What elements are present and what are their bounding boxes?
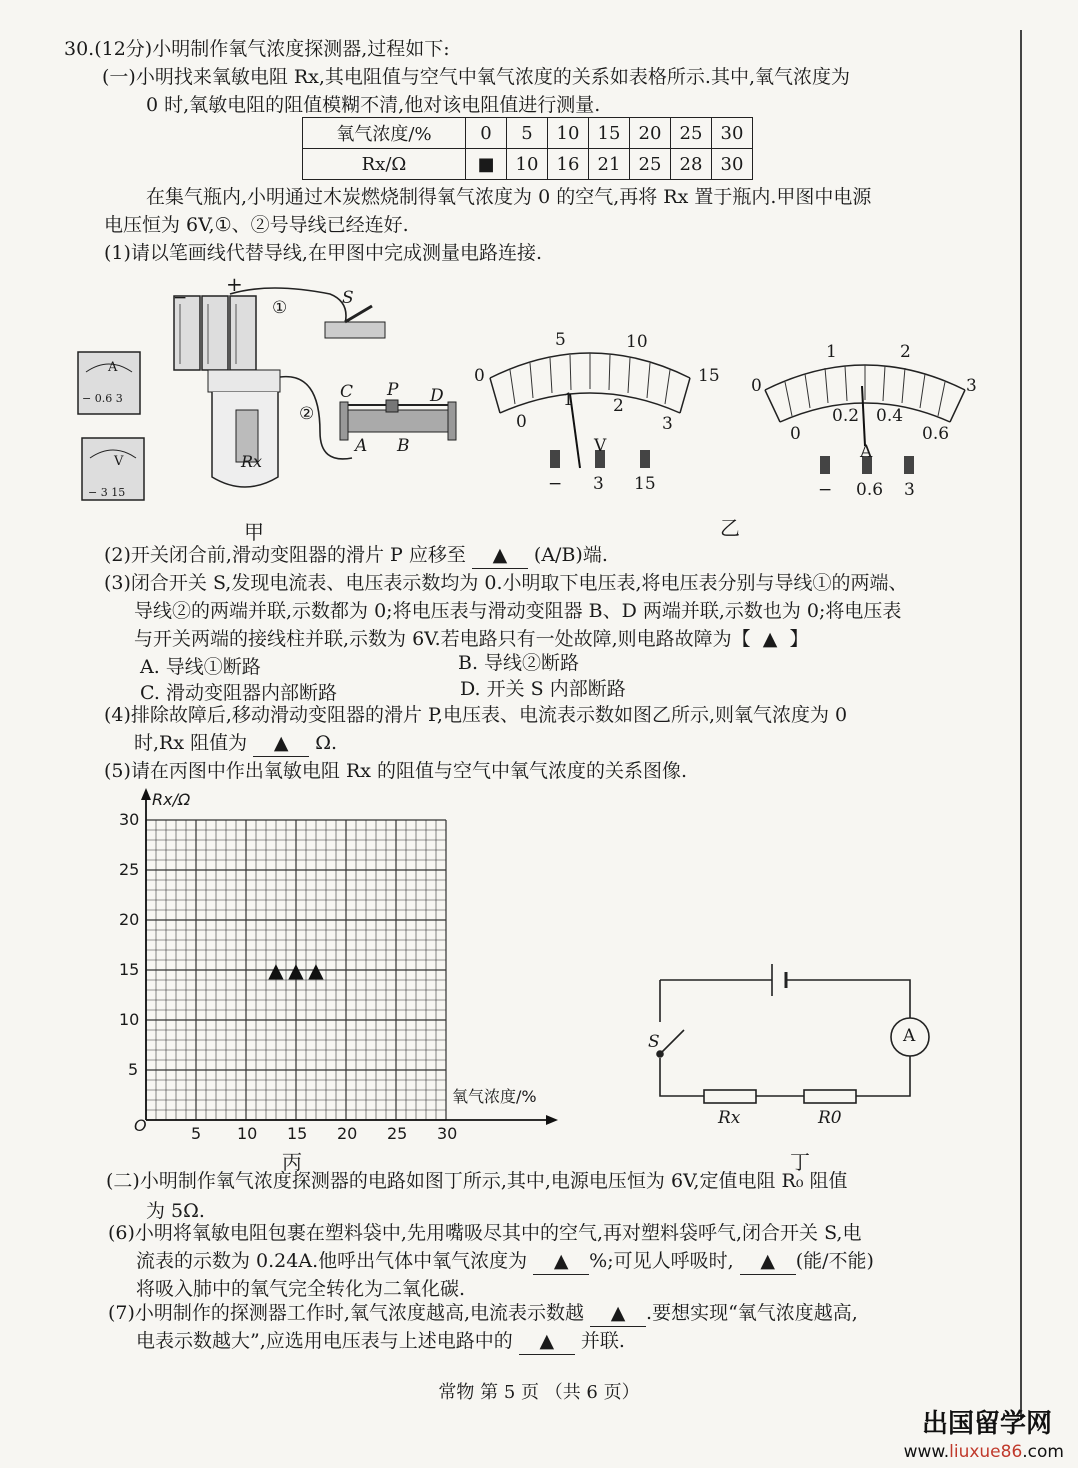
table-cell: 25 <box>671 118 712 149</box>
v-letter: V <box>594 436 607 456</box>
question-5: (5)请在丙图中作出氧敏电阻 Rx 的阻值与空气中氧气浓度的关系图像. <box>104 760 688 782</box>
rx-resistor <box>704 1090 756 1103</box>
battery-minus-label: − <box>173 288 188 308</box>
v-top-5: 5 <box>555 330 566 350</box>
part2-line1: (二)小明制作氧气浓度探测器的电路如图丁所示,其中,电源电压恒为 6V,定值电阻 R₀ 阻值 <box>106 1170 848 1192</box>
circuit-switch-label: S <box>648 1032 660 1052</box>
paragraph-line1: 在集气瓶内,小明通过木炭燃烧制得氧气浓度为 0 的空气,再将 Rx 置于瓶内.甲图中电源 <box>146 186 872 208</box>
y-axis-arrow <box>141 788 151 800</box>
answer-triangle-mark[interactable]: ▲ <box>308 958 324 982</box>
switch-s-label: S <box>342 288 354 308</box>
x-tick-label: 10 <box>237 1124 258 1143</box>
v-top-10: 10 <box>626 332 648 352</box>
voltmeter-dial <box>490 353 690 468</box>
option-a: A. 导线①断路 <box>140 656 261 678</box>
table-cell: 25 <box>630 149 671 180</box>
answer-blank[interactable]: ▲ <box>253 730 309 757</box>
v-term-15: 15 <box>634 474 656 494</box>
question-3-line1: (3)闭合开关 S,发现电流表、电压表示数均为 0.小明取下电压表,将电压表分别与导线①的两端、 <box>104 572 908 594</box>
answer-triangle-mark[interactable]: ▲ <box>288 958 304 982</box>
x-tick-label: 30 <box>437 1124 458 1143</box>
question-6-line3: 将吸入肺中的氧气完全转化为二氧化碳. <box>136 1278 466 1300</box>
table-cell: 10 <box>507 149 548 180</box>
table-cell: 5 <box>507 118 548 149</box>
v-term-minus: − <box>548 474 563 494</box>
part1-intro-line2: 0 时,氧敏电阻的阻值模糊不清,他对该电阻值进行测量. <box>146 94 601 116</box>
answer-triangle-mark[interactable]: ▲ <box>268 958 284 982</box>
circuit-rx-label: Rx <box>718 1108 741 1128</box>
x-tick-label: 5 <box>191 1124 202 1143</box>
question-header: 30.(12分)小明制作氧气浓度探测器,过程如下: <box>64 38 450 60</box>
y-tick-label: 10 <box>119 1010 140 1029</box>
switch-lever <box>660 1030 684 1054</box>
table-header-resistance: Rx/Ω <box>303 149 466 180</box>
x-tick-label: 25 <box>387 1124 408 1143</box>
table-row <box>303 149 753 180</box>
x-tick-label: 20 <box>337 1124 358 1143</box>
v-term-3: 3 <box>593 474 604 494</box>
answer-blank[interactable]: ▲ <box>590 1300 646 1327</box>
table-cell: 30 <box>712 149 753 180</box>
rheostat-p-label: P <box>387 380 399 400</box>
question-6-line1: (6)小明将氧敏电阻包裹在塑料袋中,先用嘴吸尽其中的空气,再对塑料袋呼气,闭合开关 S,电 <box>108 1222 862 1244</box>
rheostat-a-label: A <box>355 436 368 456</box>
a-term-06: 0.6 <box>856 480 884 500</box>
a-top-2: 2 <box>900 342 911 362</box>
question-7-line2: 电表示数越大”,应选用电压表与上述电路中的 ▲ 并联. <box>136 1328 625 1355</box>
table-header-concentration: 氧气浓度/% <box>303 118 466 149</box>
chart-y-axis-label: Rx/Ω <box>152 790 191 809</box>
a-term-minus: − <box>818 480 833 500</box>
answer-blank[interactable]: ▲ <box>533 1248 589 1275</box>
figure-jia-caption: 甲 <box>244 520 264 544</box>
paragraph-line2: 电压恒为 6V,①、②号导线已经连好. <box>104 214 409 236</box>
v-bottom-1: 1 <box>563 390 574 410</box>
table-cell: 16 <box>548 149 589 180</box>
question-1: (1)请以笔画线代替导线,在甲图中完成测量电路连接. <box>104 242 542 264</box>
answer-blank[interactable]: ▲ <box>740 1248 796 1275</box>
r0-resistor <box>804 1090 856 1103</box>
wire-1-label: ① <box>272 298 288 318</box>
a-top-1: 1 <box>826 342 837 362</box>
v-bottom-3: 3 <box>662 414 673 434</box>
rheostat-b-label: B <box>397 436 410 456</box>
question-4-line2: 时,Rx 阻值为 ▲ Ω. <box>134 730 337 757</box>
figure-ding-circuit <box>640 950 940 1120</box>
chart-x-axis-label: 氧气浓度/% <box>452 1087 537 1106</box>
v-bottom-0: 0 <box>516 412 527 432</box>
option-d: D. 开关 S 内部断路 <box>460 678 626 700</box>
figure-yi-caption: 乙 <box>720 516 740 540</box>
chart-axes <box>141 788 558 1125</box>
question-3-line3: 与开关两端的接线柱并联,示数为 6V.若电路只有一处故障,则电路故障为【 ▲ 】 <box>134 628 809 650</box>
rheostat-icon <box>340 400 456 440</box>
rheostat-c-label: C <box>340 382 354 402</box>
chart-marks <box>268 958 324 982</box>
y-tick-label: 5 <box>128 1060 139 1079</box>
page-margin-rule <box>1020 30 1022 1420</box>
y-tick-label: 15 <box>119 960 140 979</box>
table-cell: 30 <box>712 118 753 149</box>
part1-intro-line1: (一)小明找来氧敏电阻 Rx,其电阻值与空气中氧气浓度的关系如表格所示.其中,氧气浓度为 <box>102 66 851 88</box>
rheostat-d-label: D <box>430 386 444 406</box>
watermark-url: www.liuxue86.com <box>903 1442 1064 1462</box>
switch-icon <box>325 306 385 338</box>
v-top-15: 15 <box>698 366 720 386</box>
table-row <box>303 118 753 149</box>
table-cell: 21 <box>589 149 630 180</box>
table-cell: 10 <box>548 118 589 149</box>
question-2: (2)开关闭合前,滑动变阻器的滑片 P 应移至 ▲ (A/B)端. <box>104 542 608 569</box>
a-term-3: 3 <box>904 480 915 500</box>
figure-bing-caption: 丙 <box>282 1150 302 1174</box>
question-4-line1: (4)排除故障后,移动滑动变阻器的滑片 P,电压表、电流表示数如图乙所示,则氧气浓度为 0 <box>104 704 848 726</box>
wire-2-label: ② <box>299 404 315 424</box>
x-tick-label: 15 <box>287 1124 308 1143</box>
figure-jia-apparatus <box>70 272 470 512</box>
oxygen-resistance-table <box>302 117 753 180</box>
part2-line2: 为 5Ω. <box>146 1200 205 1222</box>
a-bottom-04: 0.4 <box>876 406 904 426</box>
answer-mark[interactable]: ▲ <box>762 628 778 650</box>
table-cell: 15 <box>589 118 630 149</box>
page-footer: 常物 第 5 页 （共 6 页） <box>438 1382 640 1403</box>
option-c: C. 滑动变阻器内部断路 <box>140 682 337 704</box>
option-b: B. 导线②断路 <box>458 652 580 674</box>
v-bottom-2: 2 <box>613 396 624 416</box>
rx-jar-label: Rx <box>241 452 263 471</box>
circuit-r0-label: R0 <box>818 1108 842 1128</box>
battery-plus-label: + <box>226 272 243 296</box>
y-tick-label: 20 <box>119 910 140 929</box>
y-tick-label: 25 <box>119 860 140 879</box>
a-bottom-02: 0.2 <box>832 406 860 426</box>
figure-ding-caption: 丁 <box>790 1150 810 1174</box>
table-cell: 28 <box>671 149 712 180</box>
answer-blank[interactable]: ▲ <box>519 1328 575 1355</box>
question-7-line1: (7)小明制作的探测器工作时,氧气浓度越高,电流表示数越 ▲ .要想实现“氧气浓度越高, <box>108 1300 858 1327</box>
circuit-ammeter-label: A <box>903 1026 916 1046</box>
table-cell: 0 <box>466 118 507 149</box>
a-letter: A <box>860 442 873 462</box>
y-tick-label: 30 <box>119 810 140 829</box>
watermark-title: 出国留学网 <box>921 1409 1052 1439</box>
ammeter-device-terminals: − 0.6 3 <box>82 392 123 405</box>
voltmeter-device-letter: V <box>114 454 124 469</box>
table-cell: 20 <box>630 118 671 149</box>
a-top-3: 3 <box>966 376 977 396</box>
voltmeter-device-terminals: − 3 15 <box>88 486 126 499</box>
a-bottom-0: 0 <box>790 424 801 444</box>
table-cell-blurred: ■ <box>466 149 507 180</box>
answer-blank[interactable]: ▲ <box>472 542 528 569</box>
a-bottom-06: 0.6 <box>922 424 950 444</box>
x-axis-arrow <box>546 1115 558 1125</box>
question-6-line2: 流表的示数为 0.24A.他呼出气体中氧气浓度为 ▲ %;可见人呼吸时, ▲ (能/不能) <box>136 1248 874 1275</box>
v-top-0: 0 <box>474 366 485 386</box>
ammeter-device-letter: A <box>108 360 118 375</box>
a-top-0: 0 <box>751 376 762 396</box>
question-3-line2: 导线②的两端并联,示数都为 0;将电压表与滑动变阻器 B、D 两端并联,示数也为 0;将电压表 <box>134 600 902 622</box>
chart-origin-label: O <box>134 1116 147 1135</box>
